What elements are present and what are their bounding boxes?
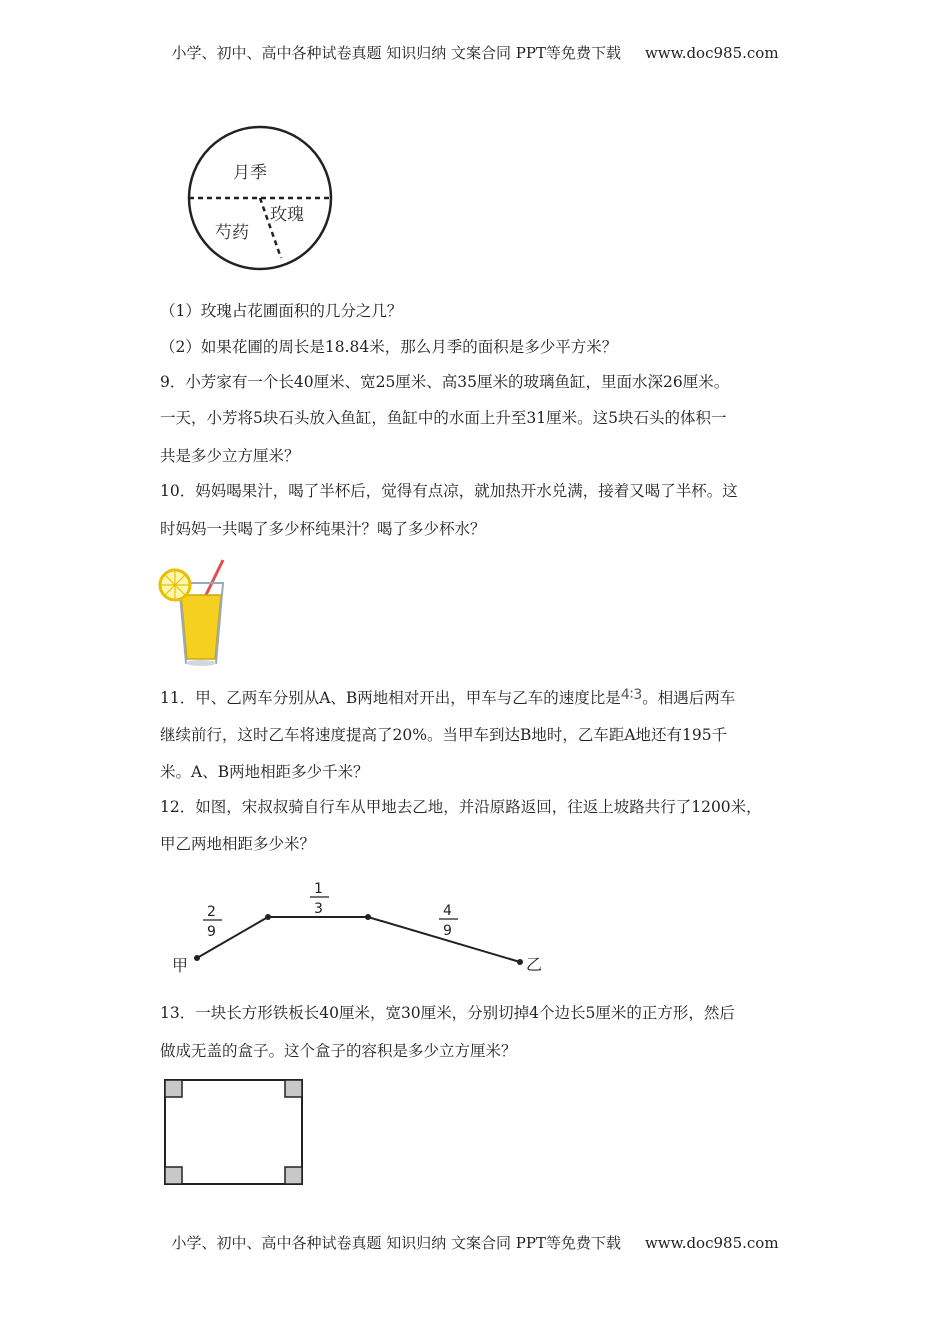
q8-sub2: （2）如果花圃的周长是18.84米，那么月季的面积是多少平方米？ [160, 338, 618, 356]
header-text: 小学、初中、高中各种试卷真题 知识归纳 文案合同 PPT等免费下载 [171, 44, 621, 62]
corner-square-tl [165, 1080, 182, 1097]
label-meigui: 玫瑰 [270, 205, 304, 225]
footer-text: 小学、初中、高中各种试卷真题 知识归纳 文案合同 PPT等免费下载 [171, 1234, 621, 1252]
page-header [0, 42, 950, 63]
label-jia: 甲 [172, 956, 189, 975]
frac2-num: 1 [314, 881, 323, 897]
corner-square-tr [285, 1080, 302, 1097]
q13-line2: 做成无盖的盒子。这个盒子的容积是多少立方厘米？ [160, 1042, 517, 1060]
point-end [517, 959, 523, 965]
label-yueji: 月季 [233, 163, 267, 183]
point-peak-left [265, 914, 271, 920]
q11-line1-a: 11．甲、乙两车分别从A、B两地相对开出，甲车与乙车的速度比是 [160, 689, 621, 707]
garden-circle-figure [170, 120, 350, 280]
q8-sub1: （1）玫瑰占花圃面积的几分之几？ [160, 302, 403, 320]
corner-square-bl [165, 1167, 182, 1184]
q9-line3: 共是多少立方厘米？ [160, 447, 300, 465]
straw [205, 560, 223, 597]
q11-line1-b: 。相遇后两车 [642, 689, 736, 707]
point-start [194, 955, 200, 961]
q11-line3: 米。A、B两地相距多少千米？ [160, 763, 369, 781]
q10-line1: 10．妈妈喝果汁，喝了半杯后，觉得有点凉，就加热开水兑满，接着又喝了半杯。这 [160, 482, 738, 500]
glass-juice [181, 595, 221, 659]
q11-line2: 继续前行，这时乙车将速度提高了20%。当甲车到达B地时，乙车距A地还有195千 [160, 726, 728, 744]
frac2-den: 3 [314, 901, 323, 917]
frac1-num: 2 [207, 904, 216, 920]
frac1-den: 9 [207, 924, 216, 940]
road-line [197, 917, 520, 962]
label-shaoyao: 芍药 [215, 223, 249, 243]
q9-line2: 一天，小芳将5块石头放入鱼缸，鱼缸中的水面上升至31厘米。这5块石头的体积一 [160, 409, 727, 427]
q11-ratio: 4∶3 [620, 687, 643, 703]
frac3-den: 9 [443, 923, 452, 939]
header-url: www.doc985.com [644, 44, 779, 62]
q9-line1: 9．小芳家有一个长40厘米、宽25厘米、高35厘米的玻璃鱼缸，里面水深26厘米。 [160, 373, 730, 391]
sheet-outline [165, 1080, 302, 1184]
page-footer [0, 1232, 950, 1253]
q10-line2: 时妈妈一共喝了多少杯纯果汁？喝了多少杯水？ [160, 520, 486, 538]
iron-sheet-figure [160, 1075, 310, 1190]
road-path-figure [160, 870, 560, 985]
frac3-num: 4 [443, 903, 452, 919]
corner-square-br [285, 1167, 302, 1184]
footer-url: www.doc985.com [644, 1234, 779, 1252]
q12-line1: 12．如图，宋叔叔骑自行车从甲地去乙地，并沿原路返回，往返上坡路共行了1200米， [160, 798, 762, 816]
glass-base [186, 660, 216, 666]
juice-glass-illustration [155, 555, 235, 670]
point-peak-right [365, 914, 371, 920]
label-yi: 乙 [526, 955, 543, 974]
q12-line2: 甲乙两地相距多少米？ [160, 835, 316, 853]
q11-line1 [160, 688, 735, 709]
q13-line1: 13．一块长方形铁板长40厘米，宽30厘米，分别切掉4个边长5厘米的正方形，然后 [160, 1004, 735, 1022]
